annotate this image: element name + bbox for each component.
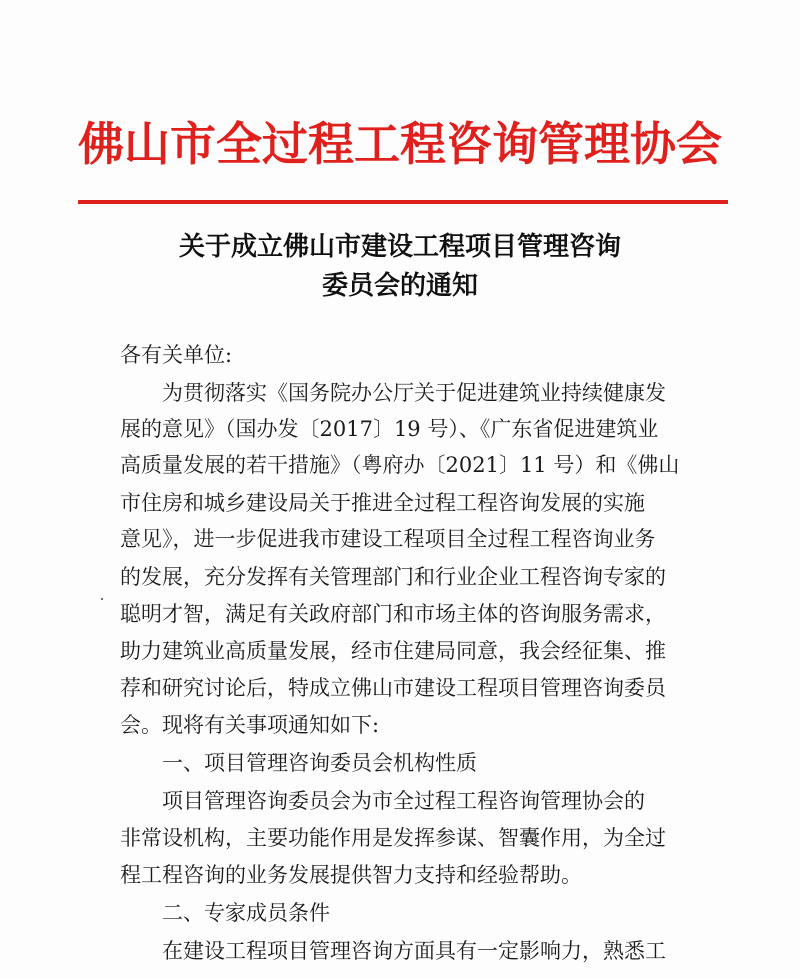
paragraph-line: 市住房和城乡建设局关于推进全过程工程咨询发展的实施 xyxy=(120,491,645,515)
paragraph-line: 会。现将有关事项通知如下: xyxy=(120,713,380,737)
paragraph-line: 为贯彻落实《国务院办公厅关于促进建筑业持续健康发 xyxy=(162,381,666,405)
section-heading-2: 二、专家成员条件 xyxy=(162,901,330,925)
paragraph-line: 项目管理咨询委员会为市全过程工程咨询管理协会的 xyxy=(162,789,645,813)
paragraph-line: 展的意见》（国办发〔2017〕19 号）、《广东省促进建筑业 xyxy=(120,417,659,441)
document-title-line-2: 委员会的通知 xyxy=(321,271,478,301)
paragraph-line: 意见》，进一步促进我市建设工程项目全过程工程咨询业务 xyxy=(120,527,656,551)
paragraph-line: 的发展，充分发挥有关管理部门和行业企业工程咨询专家的 xyxy=(120,565,666,589)
paragraph-line: 助力建筑业高质量发展，经市住建局同意，我会经征集、推 xyxy=(120,639,666,663)
letterhead-red-divider xyxy=(78,200,728,204)
paragraph-line: 在建设工程项目管理咨询方面具有一定影响力，熟悉工 xyxy=(162,939,666,963)
paragraph-line: 聪明才智，满足有关政府部门和市场主体的咨询服务需求， xyxy=(120,602,666,626)
section-heading-1: 一、项目管理咨询委员会机构性质 xyxy=(162,751,477,775)
scan-speck xyxy=(101,598,103,600)
paragraph-line: 高质量发展的若干措施》（粤府办〔2021〕11 号）和《佛山 xyxy=(120,453,680,477)
paragraph-line: 荐和研究讨论后，特成立佛山市建设工程项目管理咨询委员 xyxy=(120,676,666,700)
organization-letterhead: 佛山市全过程工程咨询管理协会 xyxy=(78,117,722,171)
document-title-line-1: 关于成立佛山市建设工程项目管理咨询 xyxy=(178,232,621,262)
paragraph-line: 非常设机构，主要功能作用是发挥参谋、智囊作用，为全过 xyxy=(120,826,666,850)
paragraph-line: 程工程咨询的业务发展提供智力支持和经验帮助。 xyxy=(120,863,582,887)
salutation: 各有关单位: xyxy=(120,343,233,367)
